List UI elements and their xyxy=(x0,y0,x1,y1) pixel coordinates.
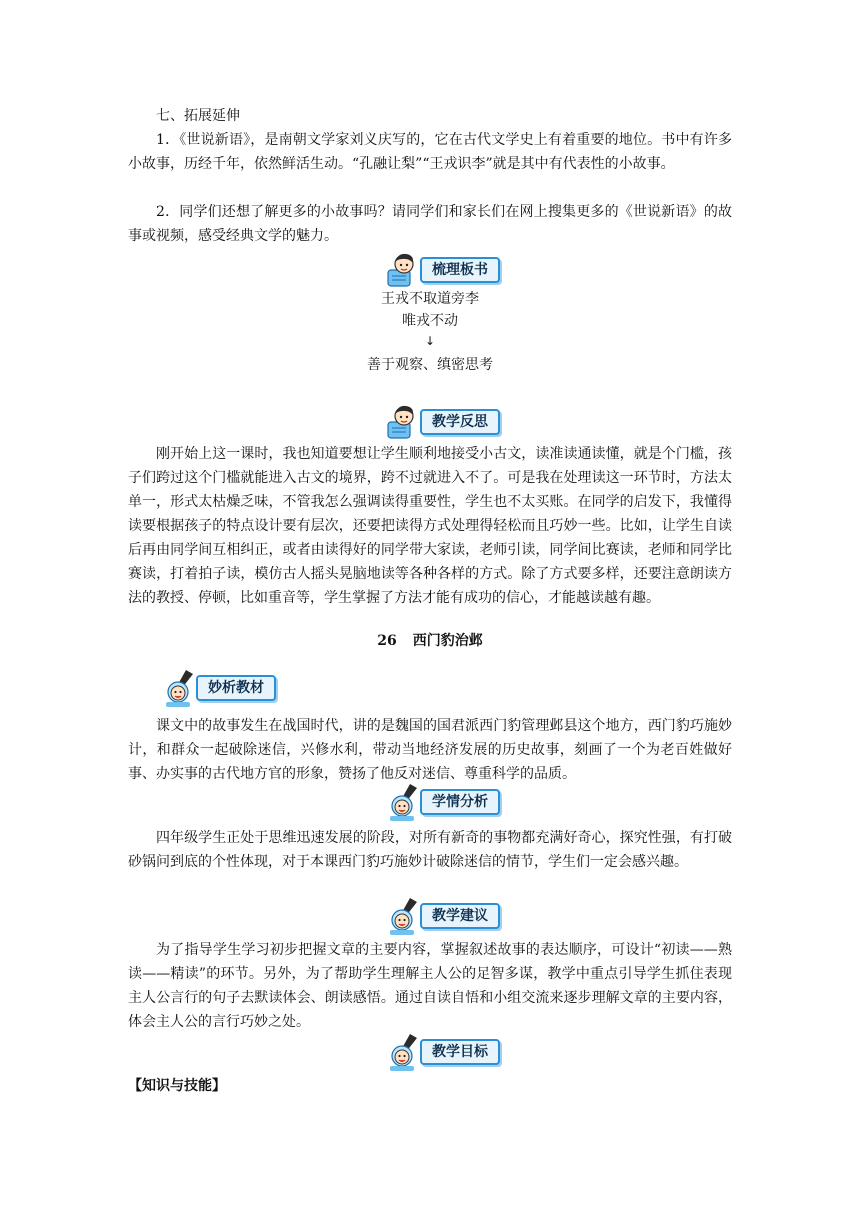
badge-goals-label: 教学目标 xyxy=(420,1039,500,1065)
board-down-arrow: ↓ xyxy=(424,334,436,348)
student-pen-mascot-icon xyxy=(160,668,200,708)
badge-reflection xyxy=(384,402,500,442)
badge-goals xyxy=(384,1032,500,1072)
goals-subheading: 【知识与技能】 xyxy=(128,1078,226,1094)
reflection-paragraph: 刚开始上这一课时，我也知道要想让学生顺利地接受小古文，读准读通读懂，就是个门槛，孩子们跨过这个门槛就能进入古文的境界，跨不过就进入不了。可是我在处理读这一环节时，方法太单一，形式太枯燥乏味，不管我怎么强调读得重要性，学生也不太买账。在同学的启发下，我懂得读要根据孩子的特点设计要有层次，还要把读得方式处理得轻松而且巧妙一些。比如，让学生自读后再由同学间互相纠正，或者由读得好的同学带大家读，老师引读，同学间比赛读，老师和同学比赛读，打着拍子读，模仿古人摇头晃脑地读等各种各样的方式。除了方式要多样，还要注意朗读方法的教授、停顿，比如重音等，学生掌握了方法才能有成功的信心，才能越读越有趣。 xyxy=(128,446,732,606)
student-mascot-icon xyxy=(384,402,424,442)
extension-paragraph-2: 2．同学们还想了解更多的小故事吗？请同学们和家长们在网上搜集更多的《世说新语》的故事或视频，感受经典文学的魅力。 xyxy=(128,204,732,244)
board-line-1: 王戎不取道旁李 xyxy=(381,291,479,307)
section-heading-extension: 七、拓展延伸 xyxy=(156,108,240,124)
student-mascot-icon xyxy=(384,250,424,290)
student-pen-mascot-icon xyxy=(384,1032,424,1072)
board-line-2: 唯戎不动 xyxy=(402,313,458,329)
badge-material-label: 妙析教材 xyxy=(196,675,276,701)
badge-suggestion xyxy=(384,896,500,936)
badge-board xyxy=(384,250,500,290)
badge-students-label: 学情分析 xyxy=(420,789,500,815)
badge-board-label: 梳理板书 xyxy=(420,257,500,283)
student-pen-mascot-icon xyxy=(384,896,424,936)
material-paragraph: 课文中的故事发生在战国时代，讲的是魏国的国君派西门豹管理邺县这个地方，西门豹巧施妙计，和群众一起破除迷信，兴修水利，带动当地经济发展的历史故事，刻画了一个为老百姓做好事、办实事的古代地方官的形象，赞扬了他反对迷信、尊重科学的品质。 xyxy=(128,718,732,782)
badge-suggestion-label: 教学建议 xyxy=(420,903,500,929)
lesson-title-text: 西门豹治邺 xyxy=(412,633,483,649)
lesson-number: 26 xyxy=(377,633,397,649)
suggestion-paragraph: 为了指导学生学习初步把握文章的主要内容，掌握叙述故事的表达顺序，可设计“初读——熟读——精读”的环节。另外，为了帮助学生理解主人公的足智多谋，教学中重点引导学生抓住表现主人公言行的句子去默读体会、朗读感悟。通过自读自悟和小组交流来逐步理解文章的主要内容，体会主人公的言行巧妙之处。 xyxy=(128,942,732,1030)
lesson-title xyxy=(128,630,732,652)
badge-reflection-label: 教学反思 xyxy=(420,409,500,435)
board-line-3: 善于观察、缜密思考 xyxy=(367,357,493,373)
badge-students xyxy=(384,782,500,822)
students-paragraph: 四年级学生正处于思维迅速发展的阶段，对所有新奇的事物都充满好奇心，探究性强，有打破砂锅问到底的个性体现，对于本课西门豹巧施妙计破除迷信的情节，学生们一定会感兴趣。 xyxy=(128,830,732,870)
extension-paragraph-1: 1．《世说新语》，是南朝文学家刘义庆写的，它在古代文学史上有着重要的地位。书中有许多小故事，历经千年，依然鲜活生动。“孔融让梨”“王戎识李”就是其中有代表性的小故事。 xyxy=(128,132,732,172)
student-pen-mascot-icon xyxy=(384,782,424,822)
badge-material xyxy=(160,668,276,708)
